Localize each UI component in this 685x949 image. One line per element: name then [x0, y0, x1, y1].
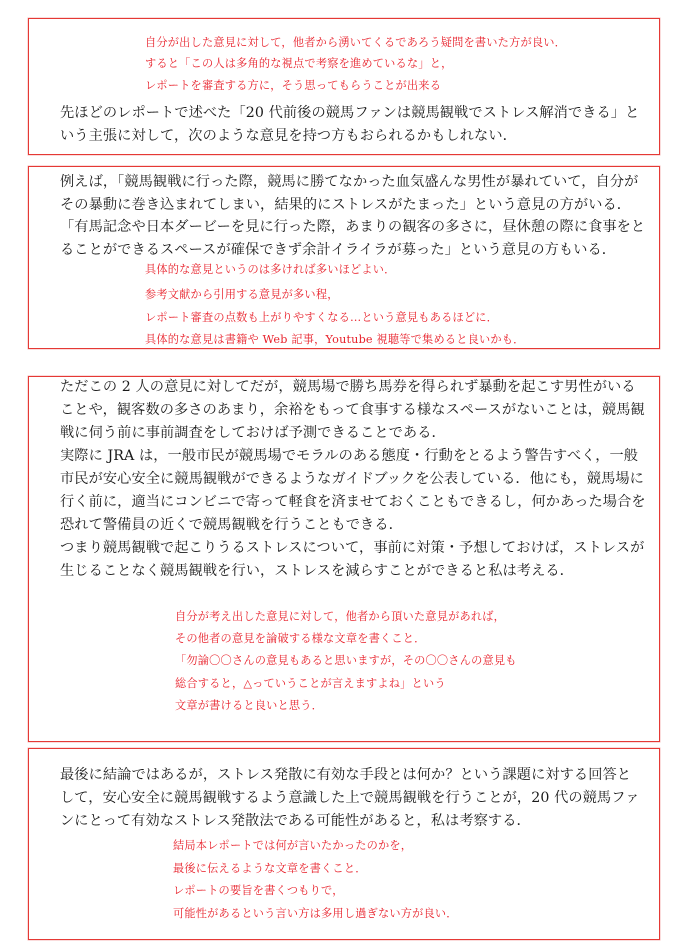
body-line: つまり競馬観戦で起こりうるストレスについて，事前に対策・予想しておけば，ストレスが: [60, 540, 645, 556]
body-line: 市民が安心安全に競馬観戦ができるようなガイドブックを公表している．他にも，競馬場に: [60, 471, 644, 487]
annotation-line: レポート審査の点数も上がりやすくなる…という意見もあるほどに．: [145, 311, 499, 324]
body-line: 実際に JRA は，一般市民が競馬場でモラルのある態度・行動をとるよう警告すべく，一般: [60, 448, 639, 464]
body-line: ことや，観客数の多さのあまり，余裕をもって食事する様なスペースがないことは，競馬観: [60, 402, 645, 418]
annotation-line: レポートを審査する方に，そう思ってもらうことが出来る: [145, 79, 442, 92]
body-line: その暴動に巻き込まれてしまい，結果的にストレスがたまった」という意見の方がいる．: [60, 197, 632, 213]
body-line: して，安心安全に競馬観戦するよう意識した上で競馬観戦を行うことが，20 代の競馬ファ: [60, 790, 640, 806]
annotation-line: 総合すると，△っていうことが言えますよね」という: [175, 677, 446, 690]
annotation-line: 具体的な意見は書籍や Web 記事，Youtube 視聴等で集めると良いかも．: [145, 333, 525, 346]
body-line: ただこの 2 人の意見に対してだが，競馬場で勝ち馬券を得られず暴動を起こす男性がいる: [60, 379, 636, 395]
body-line: 恐れて警備員の近くで競馬観戦を行うこともできる．: [60, 517, 403, 533]
body-line: いう主張に対して，次のような意見を持つ方もおられるかもしれない．: [60, 128, 517, 144]
body-line: 行く前に，適当にコンビニで寄って軽食を済ませておくこともできるし，何かあった場合を: [60, 494, 646, 510]
body-line: 例えば，「競馬観戦に行った際，競馬に勝てなかった血気盛んな男性が暴れていて，自分が: [60, 174, 639, 190]
annotation-line: 「勿論〇〇さんの意見もあると思いますが，その〇〇さんの意見も: [175, 654, 517, 667]
annotation-line: 最後に伝えるような文章を書くこと．: [173, 862, 367, 875]
annotation-line: すると「この人は多角的な視点で考察を進めているな」と，: [145, 57, 453, 70]
annotation-line: 可能性があるという言い方は多用し過ぎない方が良い．: [173, 907, 458, 920]
body-line: 先ほどのレポートで述べた「20 代前後の競馬ファンは競馬観戦でストレス解消できる」と: [60, 105, 640, 121]
annotation-line: 自分が考え出した意見に対して，他者から頂いた意見があれば，: [175, 610, 506, 623]
annotation-line: 具体的な意見というのは多ければ多いほどよい．: [145, 263, 396, 276]
annotation-line: 自分が出した意見に対して，他者から湧いてくるであろう疑問を書いた方が良い．: [145, 36, 567, 49]
body-line: ンにとって有効なストレス発散法である可能性があると，私は考察する．: [60, 813, 531, 829]
body-line: 「有馬記念や日本ダービーを見に行った際，あまりの観客の多さに，昼休憩の際に食事をと: [60, 219, 646, 235]
annotation-line: 文章が書けると良いと思う．: [175, 699, 324, 712]
annotation-line: 参考文献から引用する意見が多い程，: [145, 288, 339, 301]
annotation-line: 結局本レポートでは何が言いたかったのかを，: [173, 839, 413, 852]
body-line: 最後に結論ではあるが，ストレス発散に有効な手段とは何か？という課題に対する回答と: [60, 767, 632, 783]
annotation-line: その他者の意見を論破する様な文章を書くこと．: [175, 632, 426, 645]
body-line: 戦に伺う前に事前調査をしておけば予測できることである．: [60, 425, 446, 441]
body-line: ることができるスペースが確保できず余計イライラが募った」という意見の方もいる．: [60, 242, 617, 258]
annotation-line: レポートの要旨を書くつもりで，: [173, 884, 344, 897]
body-line: 生じることなく競馬観戦を行い，ストレスを減らすことができると私は考える．: [60, 563, 574, 579]
